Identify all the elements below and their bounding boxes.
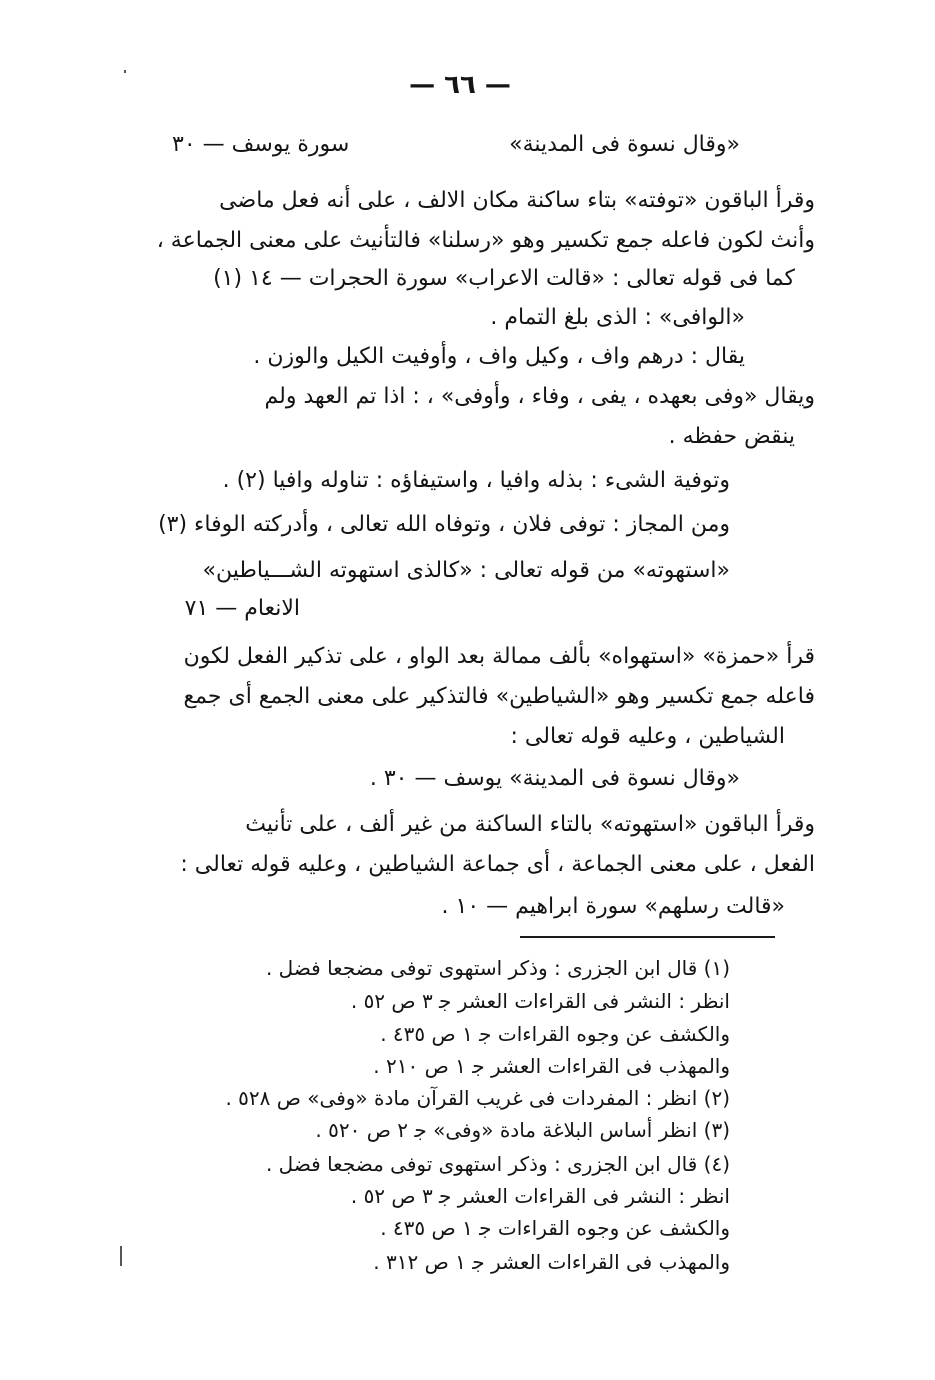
body-line: «وقال نسوة فى المدينة» يوسف — ٣٠ . <box>369 766 740 791</box>
body-line: «استهوته» من قوله تعالى : «كالذى استهوته الشـــياطين» <box>202 558 730 583</box>
footnote-line: انظر : النشر فى القراءات العشر ﺟ ٣ ص ٥٢ . <box>350 1184 730 1208</box>
scan-speck <box>120 1246 122 1266</box>
footnote-line: (٤) قال ابن الجزرى : وذكر استهوى توفى مضجعا فضل . <box>265 1152 730 1176</box>
page-number: — ٦٦ — <box>409 70 511 100</box>
footnote-line: (٣) انظر أساس البلاغة مادة «وفى» ﺟ ٢ ص ٥٢٠ . <box>315 1118 730 1142</box>
scan-speck <box>124 70 126 73</box>
body-line: يقال : درهم واف ، وكيل واف ، وأوفيت الكيل والوزن . <box>253 344 745 369</box>
body-line: ينقض حفظه . <box>668 424 795 449</box>
footnote-line: والمهذب فى القراءات العشر ﺟ ١ ص ٢١٠ . <box>373 1054 730 1078</box>
body-line: الشياطين ، وعليه قوله تعالى : <box>510 724 785 749</box>
body-line: وأنث لكون فاعله جمع تكسير وهو «رسلنا» فالتأنيث على معنى الجماعة ، <box>156 228 815 253</box>
footnote-line: والكشف عن وجوه القراءات ﺟ ١ ص ٤٣٥ . <box>380 1022 730 1046</box>
footnote-line: والكشف عن وجوه القراءات ﺟ ١ ص ٤٣٥ . <box>380 1216 730 1240</box>
footnote-line: (١) قال ابن الجزرى : وذكر استهوى توفى مضجعا فضل . <box>265 956 730 980</box>
footnote-line: (٢) انظر : المفردات فى غريب القرآن مادة «وفى» ص ٥٢٨ . <box>225 1086 730 1110</box>
header-citation: سورة يوسف — ٣٠ <box>172 132 350 157</box>
footnote-separator <box>520 936 775 938</box>
body-line: قرأ «حمزة» «استهواه» بألف ممالة بعد الواو ، على تذكير الفعل لكون <box>183 644 815 669</box>
body-line: فاعله جمع تكسير وهو «الشياطين» فالتذكير على معنى الجمع أى جمع <box>183 684 815 709</box>
body-line: ومن المجاز : توفى فلان ، وتوفاه الله تعالى ، وأدركته الوفاء (٣) <box>158 512 730 537</box>
body-line: وقرأ الباقون «توفته» بتاء ساكنة مكان الالف ، على أنه فعل ماضى <box>219 188 815 213</box>
body-line: «الوافى» : الذى بلغ التمام . <box>490 305 745 330</box>
header-quote: «وقال نسوة فى المدينة» <box>509 132 740 157</box>
body-line: الفعل ، على معنى الجماعة ، أى جماعة الشياطين ، وعليه قوله تعالى : <box>180 852 815 877</box>
body-line: وتوفية الشىء : بذله وافيا ، واستيفاؤه : تناوله وافيا (٢) . <box>222 468 730 493</box>
body-line: ويقال «وفى بعهده ، يفى ، وفاء ، وأوفى» ، : اذا تم العهد ولم <box>264 384 815 409</box>
footnote-line: والمهذب فى القراءات العشر ﺟ ١ ص ٣١٢ . <box>373 1250 730 1274</box>
body-line: وقرأ الباقون «استهوته» بالتاء الساكنة من غير ألف ، على تأنيث <box>245 812 815 837</box>
body-line: الانعام — ٧١ <box>184 596 300 621</box>
body-line: كما فى قوله تعالى : «قالت الاعراب» سورة الحجرات — ١٤ (١) <box>213 266 795 291</box>
body-line: «قالت رسلهم» سورة ابراهيم — ١٠ . <box>441 894 785 919</box>
footnote-line: انظر : النشر فى القراءات العشر ﺟ ٣ ص ٥٢ . <box>350 989 730 1013</box>
